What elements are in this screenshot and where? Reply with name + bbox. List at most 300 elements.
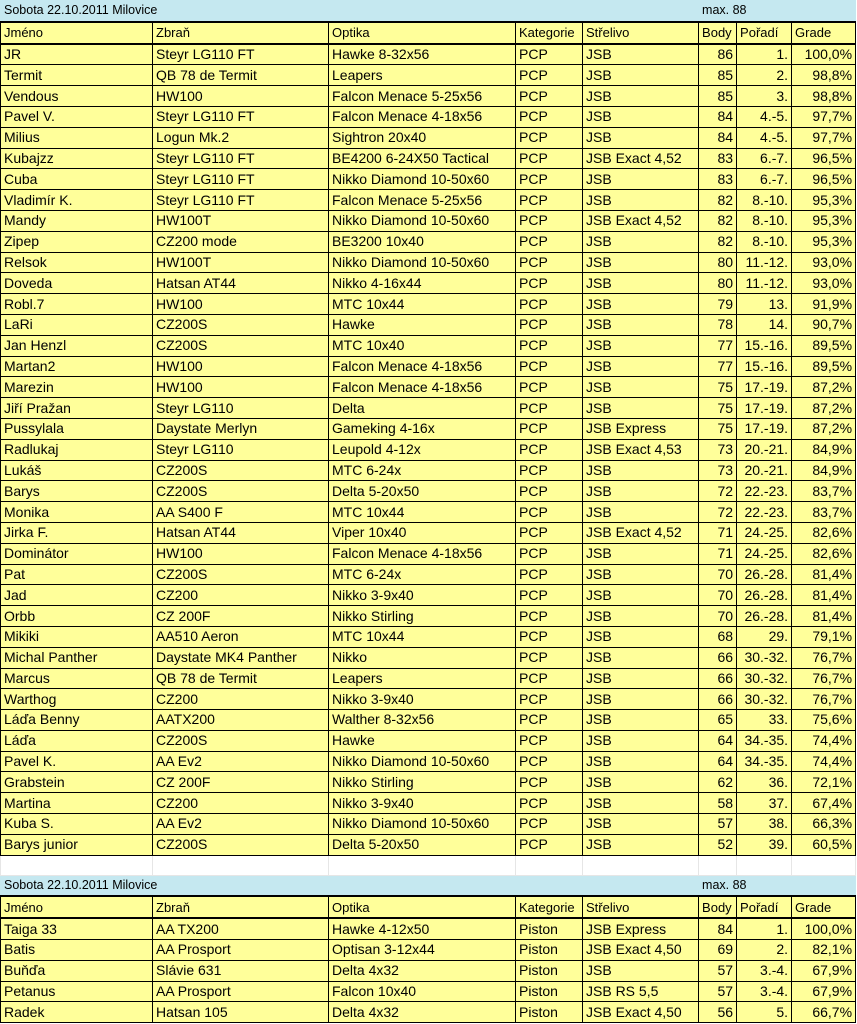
cell-category[interactable]: Piston xyxy=(516,1002,583,1023)
cell-ammo[interactable]: JSB xyxy=(583,231,699,252)
cell-rank[interactable]: 8.-10. xyxy=(737,190,792,211)
cell-points[interactable]: 66 xyxy=(699,668,737,689)
cell-category[interactable]: PCP xyxy=(516,793,583,814)
cell-optics[interactable]: Nikko 4-16x44 xyxy=(329,273,516,294)
cell-ammo[interactable]: JSB xyxy=(583,960,699,981)
cell-weapon[interactable]: CZ 200F xyxy=(153,772,329,793)
cell-name[interactable]: Marcus xyxy=(1,668,153,689)
cell-rank[interactable]: 6.-7. xyxy=(737,169,792,190)
column-header-weapon[interactable]: Zbraň xyxy=(153,896,329,918)
cell-points[interactable]: 66 xyxy=(699,689,737,710)
cell-weapon[interactable]: CZ 200F xyxy=(153,606,329,627)
cell-name[interactable]: Monika xyxy=(1,502,153,523)
cell-ammo[interactable]: JSB xyxy=(583,793,699,814)
cell-category[interactable]: PCP xyxy=(516,335,583,356)
cell-rank[interactable]: 13. xyxy=(737,294,792,315)
cell-points[interactable]: 84 xyxy=(699,106,737,127)
cell-grade[interactable]: 91,9% xyxy=(792,294,856,315)
cell-category[interactable]: PCP xyxy=(516,439,583,460)
cell-ammo[interactable]: JSB xyxy=(583,127,699,148)
cell-category[interactable]: Piston xyxy=(516,981,583,1002)
cell-weapon[interactable]: Hatsan AT44 xyxy=(153,522,329,543)
cell-name[interactable]: Pavel K. xyxy=(1,751,153,772)
cell-grade[interactable]: 83,7% xyxy=(792,481,856,502)
cell-weapon[interactable]: AA510 Aeron xyxy=(153,626,329,647)
cell-weapon[interactable]: HW100 xyxy=(153,86,329,107)
cell-ammo[interactable]: JSB xyxy=(583,273,699,294)
cell-weapon[interactable]: Slávie 631 xyxy=(153,960,329,981)
cell-grade[interactable]: 95,3% xyxy=(792,190,856,211)
cell-category[interactable]: PCP xyxy=(516,647,583,668)
cell-points[interactable]: 75 xyxy=(699,418,737,439)
cell-optics[interactable]: Nikko Diamond 10-50x60 xyxy=(329,751,516,772)
cell-category[interactable]: PCP xyxy=(516,252,583,273)
cell-optics[interactable]: Nikko 3-9x40 xyxy=(329,793,516,814)
cell-name[interactable]: LaRi xyxy=(1,314,153,335)
cell-rank[interactable]: 4.-5. xyxy=(737,127,792,148)
cell-optics[interactable]: MTC 6-24x xyxy=(329,564,516,585)
column-header-category[interactable]: Kategorie xyxy=(516,896,583,918)
cell-name[interactable]: Relsok xyxy=(1,252,153,273)
cell-optics[interactable]: Delta 5-20x50 xyxy=(329,481,516,502)
cell-ammo[interactable]: JSB xyxy=(583,564,699,585)
cell-points[interactable]: 58 xyxy=(699,793,737,814)
cell-category[interactable]: PCP xyxy=(516,689,583,710)
cell-ammo[interactable]: JSB xyxy=(583,668,699,689)
cell-points[interactable]: 57 xyxy=(699,960,737,981)
cell-name[interactable]: Grabstein xyxy=(1,772,153,793)
cell-ammo[interactable]: JSB xyxy=(583,169,699,190)
cell-ammo[interactable]: JSB xyxy=(583,398,699,419)
cell-points[interactable]: 85 xyxy=(699,65,737,86)
cell-name[interactable]: Radek xyxy=(1,1002,153,1023)
cell-name[interactable]: Marezin xyxy=(1,377,153,398)
cell-grade[interactable]: 67,9% xyxy=(792,960,856,981)
cell-weapon[interactable]: AA Prosport xyxy=(153,981,329,1002)
cell-ammo[interactable]: JSB xyxy=(583,86,699,107)
cell-category[interactable]: PCP xyxy=(516,460,583,481)
cell-grade[interactable]: 96,5% xyxy=(792,148,856,169)
cell-points[interactable]: 83 xyxy=(699,148,737,169)
cell-category[interactable]: PCP xyxy=(516,127,583,148)
column-header-name[interactable]: Jméno xyxy=(1,22,153,44)
column-header-weapon[interactable]: Zbraň xyxy=(153,22,329,44)
cell-name[interactable]: Kubajzz xyxy=(1,148,153,169)
cell-rank[interactable]: 30.-32. xyxy=(737,668,792,689)
cell-weapon[interactable]: AA Ev2 xyxy=(153,751,329,772)
cell-ammo[interactable]: JSB xyxy=(583,252,699,273)
cell-ammo[interactable]: JSB Express xyxy=(583,918,699,939)
cell-grade[interactable]: 97,7% xyxy=(792,127,856,148)
cell-category[interactable]: PCP xyxy=(516,668,583,689)
cell-optics[interactable]: Falcon Menace 4-18x56 xyxy=(329,543,516,564)
cell-points[interactable]: 83 xyxy=(699,169,737,190)
column-header-grade[interactable]: Grade xyxy=(792,896,856,918)
cell-ammo[interactable]: JSB xyxy=(583,502,699,523)
cell-grade[interactable]: 83,7% xyxy=(792,502,856,523)
cell-name[interactable]: Zipep xyxy=(1,231,153,252)
cell-rank[interactable]: 4.-5. xyxy=(737,106,792,127)
cell-category[interactable]: PCP xyxy=(516,356,583,377)
cell-weapon[interactable]: CZ200S xyxy=(153,730,329,751)
column-header-rank[interactable]: Pořadí xyxy=(737,896,792,918)
cell-rank[interactable]: 37. xyxy=(737,793,792,814)
cell-weapon[interactable]: CZ200S xyxy=(153,481,329,502)
cell-category[interactable]: PCP xyxy=(516,169,583,190)
cell-name[interactable]: Orbb xyxy=(1,606,153,627)
cell-ammo[interactable]: JSB RS 5,5 xyxy=(583,981,699,1002)
column-header-category[interactable]: Kategorie xyxy=(516,22,583,44)
cell-category[interactable]: PCP xyxy=(516,273,583,294)
cell-name[interactable]: Jirka F. xyxy=(1,522,153,543)
cell-points[interactable]: 70 xyxy=(699,564,737,585)
cell-weapon[interactable]: AA S400 F xyxy=(153,502,329,523)
cell-weapon[interactable]: CZ200S xyxy=(153,335,329,356)
cell-points[interactable]: 66 xyxy=(699,647,737,668)
cell-category[interactable]: PCP xyxy=(516,190,583,211)
cell-grade[interactable]: 97,7% xyxy=(792,106,856,127)
cell-optics[interactable]: Optisan 3-12x44 xyxy=(329,940,516,961)
cell-optics[interactable]: Leapers xyxy=(329,668,516,689)
cell-weapon[interactable]: Hatsan 105 xyxy=(153,1002,329,1023)
cell-points[interactable]: 70 xyxy=(699,606,737,627)
cell-weapon[interactable]: Steyr LG110 xyxy=(153,398,329,419)
cell-weapon[interactable]: CZ200 xyxy=(153,585,329,606)
cell-category[interactable]: Piston xyxy=(516,940,583,961)
cell-category[interactable]: PCP xyxy=(516,65,583,86)
cell-grade[interactable]: 76,7% xyxy=(792,668,856,689)
cell-category[interactable]: PCP xyxy=(516,606,583,627)
cell-weapon[interactable]: Steyr LG110 FT xyxy=(153,106,329,127)
cell-weapon[interactable]: Steyr LG110 xyxy=(153,439,329,460)
cell-points[interactable]: 73 xyxy=(699,460,737,481)
cell-weapon[interactable]: HW100 xyxy=(153,356,329,377)
cell-optics[interactable]: Nikko xyxy=(329,647,516,668)
cell-grade[interactable]: 60,5% xyxy=(792,834,856,855)
cell-name[interactable]: Vendous xyxy=(1,86,153,107)
cell-name[interactable]: Vladimír K. xyxy=(1,190,153,211)
cell-ammo[interactable]: JSB xyxy=(583,356,699,377)
cell-weapon[interactable]: Logun Mk.2 xyxy=(153,127,329,148)
cell-optics[interactable]: Falcon Menace 4-18x56 xyxy=(329,377,516,398)
cell-name[interactable]: Petanus xyxy=(1,981,153,1002)
cell-rank[interactable]: 36. xyxy=(737,772,792,793)
cell-points[interactable]: 56 xyxy=(699,1002,737,1023)
cell-name[interactable]: Pussylala xyxy=(1,418,153,439)
cell-weapon[interactable]: AA Ev2 xyxy=(153,814,329,835)
cell-grade[interactable]: 100,0% xyxy=(792,44,856,65)
cell-name[interactable]: Láďa Benny xyxy=(1,710,153,731)
cell-ammo[interactable]: JSB xyxy=(583,814,699,835)
cell-grade[interactable]: 100,0% xyxy=(792,918,856,939)
cell-weapon[interactable]: CZ200S xyxy=(153,564,329,585)
cell-grade[interactable]: 66,7% xyxy=(792,1002,856,1023)
column-header-rank[interactable]: Pořadí xyxy=(737,22,792,44)
cell-grade[interactable]: 93,0% xyxy=(792,252,856,273)
cell-ammo[interactable]: JSB Exact 4,50 xyxy=(583,1002,699,1023)
cell-category[interactable]: PCP xyxy=(516,44,583,65)
cell-grade[interactable]: 82,1% xyxy=(792,940,856,961)
cell-weapon[interactable]: Daystate MK4 Panther xyxy=(153,647,329,668)
cell-weapon[interactable]: Steyr LG110 FT xyxy=(153,190,329,211)
cell-category[interactable]: PCP xyxy=(516,710,583,731)
cell-weapon[interactable]: HW100 xyxy=(153,543,329,564)
cell-rank[interactable]: 5. xyxy=(737,1002,792,1023)
column-header-ammo[interactable]: Střelivo xyxy=(583,22,699,44)
cell-name[interactable]: Kuba S. xyxy=(1,814,153,835)
cell-grade[interactable]: 98,8% xyxy=(792,86,856,107)
cell-rank[interactable]: 29. xyxy=(737,626,792,647)
column-header-name[interactable]: Jméno xyxy=(1,896,153,918)
cell-grade[interactable]: 81,4% xyxy=(792,564,856,585)
cell-optics[interactable]: Delta 4x32 xyxy=(329,1002,516,1023)
cell-ammo[interactable]: JSB xyxy=(583,543,699,564)
cell-points[interactable]: 73 xyxy=(699,439,737,460)
cell-category[interactable]: PCP xyxy=(516,751,583,772)
cell-grade[interactable]: 84,9% xyxy=(792,439,856,460)
cell-points[interactable]: 57 xyxy=(699,981,737,1002)
cell-rank[interactable]: 8.-10. xyxy=(737,231,792,252)
cell-weapon[interactable]: Steyr LG110 FT xyxy=(153,44,329,65)
cell-category[interactable]: PCP xyxy=(516,398,583,419)
cell-grade[interactable]: 84,9% xyxy=(792,460,856,481)
cell-grade[interactable]: 89,5% xyxy=(792,356,856,377)
cell-ammo[interactable]: JSB xyxy=(583,710,699,731)
cell-weapon[interactable]: CZ200S xyxy=(153,834,329,855)
cell-name[interactable]: Taiga 33 xyxy=(1,918,153,939)
cell-rank[interactable]: 3. xyxy=(737,86,792,107)
cell-rank[interactable]: 15.-16. xyxy=(737,356,792,377)
cell-points[interactable]: 75 xyxy=(699,377,737,398)
cell-rank[interactable]: 20.-21. xyxy=(737,460,792,481)
cell-category[interactable]: Piston xyxy=(516,960,583,981)
cell-points[interactable]: 71 xyxy=(699,543,737,564)
cell-rank[interactable]: 11.-12. xyxy=(737,252,792,273)
cell-weapon[interactable]: Steyr LG110 FT xyxy=(153,148,329,169)
cell-rank[interactable]: 38. xyxy=(737,814,792,835)
cell-name[interactable]: Barys junior xyxy=(1,834,153,855)
cell-category[interactable]: PCP xyxy=(516,585,583,606)
cell-name[interactable]: Pat xyxy=(1,564,153,585)
cell-ammo[interactable]: JSB xyxy=(583,65,699,86)
cell-name[interactable]: Jad xyxy=(1,585,153,606)
cell-ammo[interactable]: JSB xyxy=(583,834,699,855)
cell-category[interactable]: PCP xyxy=(516,502,583,523)
cell-name[interactable]: Milius xyxy=(1,127,153,148)
cell-ammo[interactable]: JSB xyxy=(583,335,699,356)
cell-weapon[interactable]: QB 78 de Termit xyxy=(153,668,329,689)
cell-optics[interactable]: BE3200 10x40 xyxy=(329,231,516,252)
column-header-ammo[interactable]: Střelivo xyxy=(583,896,699,918)
cell-category[interactable]: PCP xyxy=(516,481,583,502)
cell-grade[interactable]: 98,8% xyxy=(792,65,856,86)
cell-category[interactable]: Piston xyxy=(516,918,583,939)
cell-rank[interactable]: 33. xyxy=(737,710,792,731)
cell-points[interactable]: 77 xyxy=(699,335,737,356)
cell-points[interactable]: 80 xyxy=(699,252,737,273)
cell-ammo[interactable]: JSB Exact 4,52 xyxy=(583,210,699,231)
cell-rank[interactable]: 30.-32. xyxy=(737,689,792,710)
cell-optics[interactable]: Nikko 3-9x40 xyxy=(329,585,516,606)
cell-ammo[interactable]: JSB xyxy=(583,626,699,647)
cell-optics[interactable]: Falcon 10x40 xyxy=(329,981,516,1002)
cell-points[interactable]: 70 xyxy=(699,585,737,606)
cell-rank[interactable]: 14. xyxy=(737,314,792,335)
cell-category[interactable]: PCP xyxy=(516,834,583,855)
cell-rank[interactable]: 2. xyxy=(737,940,792,961)
cell-rank[interactable]: 24.-25. xyxy=(737,543,792,564)
cell-rank[interactable]: 1. xyxy=(737,918,792,939)
cell-rank[interactable]: 20.-21. xyxy=(737,439,792,460)
cell-name[interactable]: JR xyxy=(1,44,153,65)
cell-name[interactable]: Martan2 xyxy=(1,356,153,377)
cell-grade[interactable]: 82,6% xyxy=(792,543,856,564)
cell-category[interactable]: PCP xyxy=(516,522,583,543)
cell-optics[interactable]: MTC 10x44 xyxy=(329,626,516,647)
cell-ammo[interactable]: JSB xyxy=(583,460,699,481)
cell-optics[interactable]: Nikko Stirling xyxy=(329,606,516,627)
cell-points[interactable]: 64 xyxy=(699,751,737,772)
cell-points[interactable]: 85 xyxy=(699,86,737,107)
cell-name[interactable]: Warthog xyxy=(1,689,153,710)
cell-grade[interactable]: 81,4% xyxy=(792,606,856,627)
cell-weapon[interactable]: HW100T xyxy=(153,210,329,231)
cell-grade[interactable]: 67,4% xyxy=(792,793,856,814)
cell-ammo[interactable]: JSB xyxy=(583,294,699,315)
cell-optics[interactable]: Hawke xyxy=(329,314,516,335)
cell-weapon[interactable]: CZ200 xyxy=(153,689,329,710)
cell-name[interactable]: Michal Panther xyxy=(1,647,153,668)
cell-optics[interactable]: Leapers xyxy=(329,65,516,86)
cell-ammo[interactable]: JSB Exact 4,52 xyxy=(583,522,699,543)
cell-rank[interactable]: 26.-28. xyxy=(737,564,792,585)
cell-optics[interactable]: Falcon Menace 5-25x56 xyxy=(329,86,516,107)
cell-rank[interactable]: 3.-4. xyxy=(737,960,792,981)
cell-points[interactable]: 86 xyxy=(699,44,737,65)
cell-weapon[interactable]: AA TX200 xyxy=(153,918,329,939)
column-header-points[interactable]: Body xyxy=(699,896,737,918)
cell-points[interactable]: 82 xyxy=(699,210,737,231)
cell-weapon[interactable]: HW100 xyxy=(153,294,329,315)
cell-rank[interactable]: 1. xyxy=(737,44,792,65)
cell-grade[interactable]: 95,3% xyxy=(792,231,856,252)
cell-ammo[interactable]: JSB Express xyxy=(583,418,699,439)
cell-category[interactable]: PCP xyxy=(516,314,583,335)
cell-weapon[interactable]: Steyr LG110 FT xyxy=(153,169,329,190)
cell-grade[interactable]: 76,7% xyxy=(792,647,856,668)
cell-optics[interactable]: Nikko 3-9x40 xyxy=(329,689,516,710)
cell-points[interactable]: 57 xyxy=(699,814,737,835)
cell-name[interactable]: Cuba xyxy=(1,169,153,190)
cell-grade[interactable]: 74,4% xyxy=(792,751,856,772)
column-header-optics[interactable]: Optika xyxy=(329,22,516,44)
cell-grade[interactable]: 95,3% xyxy=(792,210,856,231)
cell-weapon[interactable]: CZ200 mode xyxy=(153,231,329,252)
cell-points[interactable]: 78 xyxy=(699,314,737,335)
cell-name[interactable]: Batis xyxy=(1,940,153,961)
cell-optics[interactable]: Delta 4x32 xyxy=(329,960,516,981)
cell-ammo[interactable]: JSB xyxy=(583,772,699,793)
cell-grade[interactable]: 87,2% xyxy=(792,418,856,439)
cell-weapon[interactable]: AA Prosport xyxy=(153,940,329,961)
cell-ammo[interactable]: JSB xyxy=(583,751,699,772)
column-header-points[interactable]: Body xyxy=(699,22,737,44)
cell-points[interactable]: 80 xyxy=(699,273,737,294)
cell-ammo[interactable]: JSB xyxy=(583,106,699,127)
cell-name[interactable]: Mikiki xyxy=(1,626,153,647)
cell-optics[interactable]: Walther 8-32x56 xyxy=(329,710,516,731)
cell-weapon[interactable]: CZ200S xyxy=(153,460,329,481)
cell-rank[interactable]: 22.-23. xyxy=(737,502,792,523)
cell-rank[interactable]: 26.-28. xyxy=(737,606,792,627)
cell-points[interactable]: 72 xyxy=(699,481,737,502)
cell-name[interactable]: Lukáš xyxy=(1,460,153,481)
cell-name[interactable]: Robl.7 xyxy=(1,294,153,315)
cell-rank[interactable]: 15.-16. xyxy=(737,335,792,356)
cell-rank[interactable]: 8.-10. xyxy=(737,210,792,231)
cell-optics[interactable]: Hawke xyxy=(329,730,516,751)
cell-grade[interactable]: 96,5% xyxy=(792,169,856,190)
cell-name[interactable]: Martina xyxy=(1,793,153,814)
cell-points[interactable]: 64 xyxy=(699,730,737,751)
cell-category[interactable]: PCP xyxy=(516,294,583,315)
cell-ammo[interactable]: JSB xyxy=(583,190,699,211)
cell-optics[interactable]: Nikko Diamond 10-50x60 xyxy=(329,252,516,273)
cell-optics[interactable]: Falcon Menace 4-18x56 xyxy=(329,106,516,127)
cell-rank[interactable]: 17.-19. xyxy=(737,398,792,419)
cell-points[interactable]: 72 xyxy=(699,502,737,523)
cell-ammo[interactable]: JSB xyxy=(583,44,699,65)
cell-optics[interactable]: Nikko Diamond 10-50x60 xyxy=(329,169,516,190)
cell-name[interactable]: Láďa xyxy=(1,730,153,751)
cell-rank[interactable]: 3.-4. xyxy=(737,981,792,1002)
cell-weapon[interactable]: HW100T xyxy=(153,252,329,273)
cell-grade[interactable]: 74,4% xyxy=(792,730,856,751)
cell-points[interactable]: 84 xyxy=(699,127,737,148)
cell-ammo[interactable]: JSB xyxy=(583,481,699,502)
cell-category[interactable]: PCP xyxy=(516,210,583,231)
cell-category[interactable]: PCP xyxy=(516,418,583,439)
cell-optics[interactable]: MTC 6-24x xyxy=(329,460,516,481)
cell-optics[interactable]: Delta 5-20x50 xyxy=(329,834,516,855)
cell-rank[interactable]: 6.-7. xyxy=(737,148,792,169)
cell-rank[interactable]: 11.-12. xyxy=(737,273,792,294)
cell-ammo[interactable]: JSB xyxy=(583,314,699,335)
cell-optics[interactable]: Falcon Menace 5-25x56 xyxy=(329,190,516,211)
cell-points[interactable]: 71 xyxy=(699,522,737,543)
cell-grade[interactable]: 67,9% xyxy=(792,981,856,1002)
cell-optics[interactable]: Nikko Diamond 10-50x60 xyxy=(329,210,516,231)
cell-category[interactable]: PCP xyxy=(516,564,583,585)
cell-grade[interactable]: 75,6% xyxy=(792,710,856,731)
cell-weapon[interactable]: QB 78 de Termit xyxy=(153,65,329,86)
cell-points[interactable]: 52 xyxy=(699,834,737,855)
cell-name[interactable]: Buňďa xyxy=(1,960,153,981)
cell-grade[interactable]: 81,4% xyxy=(792,585,856,606)
cell-weapon[interactable]: CZ200 xyxy=(153,793,329,814)
cell-category[interactable]: PCP xyxy=(516,377,583,398)
cell-grade[interactable]: 79,1% xyxy=(792,626,856,647)
cell-optics[interactable]: Nikko Stirling xyxy=(329,772,516,793)
cell-weapon[interactable]: Hatsan AT44 xyxy=(153,273,329,294)
cell-points[interactable]: 82 xyxy=(699,231,737,252)
cell-ammo[interactable]: JSB Exact 4,50 xyxy=(583,940,699,961)
cell-optics[interactable]: Nikko Diamond 10-50x60 xyxy=(329,814,516,835)
cell-grade[interactable]: 90,7% xyxy=(792,314,856,335)
cell-optics[interactable]: Leupold 4-12x xyxy=(329,439,516,460)
cell-category[interactable]: PCP xyxy=(516,772,583,793)
cell-name[interactable]: Radlukaj xyxy=(1,439,153,460)
